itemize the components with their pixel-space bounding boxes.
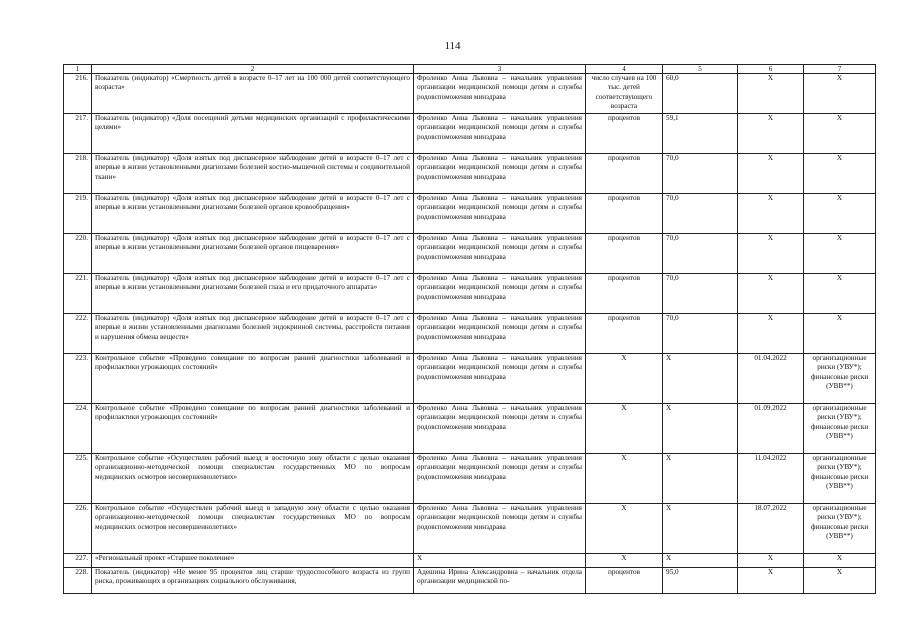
responsible-person: Фроленко Анна Львовна – начальник управления организации медицинской помощи детям и службы родовспоможения минздрава — [414, 194, 586, 234]
unit-of-measure: X — [586, 504, 663, 554]
row-number: 223. — [64, 354, 92, 404]
unit-of-measure: процентов — [586, 568, 663, 594]
deadline-date: 11.04.2022 — [738, 454, 804, 504]
unit-of-measure: процентов — [586, 114, 663, 154]
responsible-person: Фроленко Анна Львовна – начальник управления организации медицинской помощи детям и службы родовспоможения минздрава — [414, 404, 586, 454]
deadline-date: 01.09.2022 — [738, 404, 804, 454]
responsible-person: Фроленко Анна Львовна – начальник управления организации медицинской помощи детям и службы родовспоможения минздрава — [414, 354, 586, 404]
table-row — [64, 314, 876, 354]
responsible-person: Фроленко Анна Львовна – начальник управления организации медицинской помощи детям и службы родовспоможения минздрава — [414, 274, 586, 314]
row-name: «Региональный проект «Старшее поколение» — [92, 554, 414, 568]
unit-of-measure: процентов — [586, 154, 663, 194]
table-row — [64, 74, 876, 114]
row-number: 217. — [64, 114, 92, 154]
target-value: X — [663, 404, 738, 454]
column-number: 5 — [663, 65, 738, 74]
row-number: 220. — [64, 234, 92, 274]
row-number: 225. — [64, 454, 92, 504]
table-row — [64, 154, 876, 194]
responsible-person: Фроленко Анна Львовна – начальник управления организации медицинской помощи детям и службы родовспоможения минздрава — [414, 114, 586, 154]
table-row — [64, 114, 876, 154]
table-row — [64, 504, 876, 554]
target-value: 95,0 — [663, 568, 738, 594]
row-number: 216. — [64, 74, 92, 114]
row-name: Показатель (индикатор) «Доля взятых под диспансерное наблюдение детей в возрасте 0–17 лет с впервые в жизни установленными диагнозами болезней органов кровообращения» — [92, 194, 414, 234]
unit-of-measure: X — [586, 454, 663, 504]
row-number: 218. — [64, 154, 92, 194]
row-name: Контрольное событие «Осуществлен рабочий выезд в западную зону области с целью оказания организационно-методической помощи специалистам государственных МО по вопросам медицинских осмотров несовершеннолетних» — [92, 504, 414, 554]
unit-of-measure: процентов — [586, 274, 663, 314]
plan-table — [63, 64, 876, 594]
column-number: 2 — [92, 65, 414, 74]
row-name: Показатель (индикатор) «Не менее 95 процентов лиц старше трудоспособного возраста из групп риска, проживающих в организациях социального обслуживания, — [92, 568, 414, 594]
table-row — [64, 274, 876, 314]
plan-table-body — [64, 65, 876, 594]
column-number: 4 — [586, 65, 663, 74]
risk-type: организационные риски (УВУ*); финансовые риски (УВВ**) — [804, 454, 876, 504]
unit-of-measure: процентов — [586, 234, 663, 274]
deadline-date: X — [738, 274, 804, 314]
target-value: 70,0 — [663, 314, 738, 354]
deadline-date: X — [738, 114, 804, 154]
row-name: Показатель (индикатор) «Доля посещений детьми медицинских организаций с профилактическими целями» — [92, 114, 414, 154]
row-number: 227. — [64, 554, 92, 568]
responsible-person: Фроленко Анна Львовна – начальник управления организации медицинской помощи детям и службы родовспоможения минздрава — [414, 314, 586, 354]
deadline-date: X — [738, 74, 804, 114]
unit-of-measure: число случаев на 100 тыс. детей соответствующего возраста — [586, 74, 663, 114]
target-value: X — [663, 504, 738, 554]
row-name: Контрольное событие «Осуществлен рабочий выезд в восточную зону области с целью оказания организационно-методической помощи специалистам государственных МО по вопросам медицинских осмотров несовершеннолетних» — [92, 454, 414, 504]
row-number: 221. — [64, 274, 92, 314]
table-row — [64, 234, 876, 274]
risk-type: организационные риски (УВУ*); финансовые риски (УВВ**) — [804, 504, 876, 554]
unit-of-measure: X — [586, 554, 663, 568]
target-value: X — [663, 554, 738, 568]
target-value: 70,0 — [663, 194, 738, 234]
deadline-date: X — [738, 314, 804, 354]
deadline-date: X — [738, 194, 804, 234]
row-number: 226. — [64, 504, 92, 554]
column-number-row — [64, 65, 876, 74]
target-value: 70,0 — [663, 274, 738, 314]
responsible-person: Фроленко Анна Львовна – начальник управления организации медицинской помощи детям и службы родовспоможения минздрава — [414, 74, 586, 114]
column-number: 3 — [414, 65, 586, 74]
unit-of-measure: процентов — [586, 194, 663, 234]
column-number: 6 — [738, 65, 804, 74]
responsible-person: Фроленко Анна Львовна – начальник управления организации медицинской помощи детям и службы родовспоможения минздрава — [414, 154, 586, 194]
table-row — [64, 354, 876, 404]
row-name: Показатель (индикатор) «Доля взятых под диспансерное наблюдение детей в возрасте 0–17 лет с впервые в жизни установленными диагнозами болезней органов пищеварения» — [92, 234, 414, 274]
risk-type: X — [804, 194, 876, 234]
row-name: Контрольное событие «Проведено совещание по вопросам ранней диагностики заболеваний и профилактики угрожающих состояний» — [92, 404, 414, 454]
column-number: 7 — [804, 65, 876, 74]
target-value: 70,0 — [663, 234, 738, 274]
risk-type: X — [804, 554, 876, 568]
deadline-date: 18.07.2022 — [738, 504, 804, 554]
target-value: X — [663, 354, 738, 404]
risk-type: X — [804, 314, 876, 354]
row-number: 219. — [64, 194, 92, 234]
row-number: 224. — [64, 404, 92, 454]
risk-type: X — [804, 234, 876, 274]
risk-type: организационные риски (УВУ*); финансовые риски (УВВ**) — [804, 404, 876, 454]
page-number: 114 — [444, 40, 461, 52]
table-row — [64, 554, 876, 568]
table-row — [64, 404, 876, 454]
deadline-date: X — [738, 154, 804, 194]
unit-of-measure: процентов — [586, 314, 663, 354]
risk-type: X — [804, 154, 876, 194]
risk-type: X — [804, 568, 876, 594]
deadline-date: X — [738, 568, 804, 594]
row-name: Показатель (индикатор) «Доля взятых под диспансерное наблюдение детей в возрасте 0–17 лет с впервые в жизни установленными диагнозами болезней костно-мышечной системы и соединительной ткани» — [92, 154, 414, 194]
target-value: 60,0 — [663, 74, 738, 114]
target-value: 70,0 — [663, 154, 738, 194]
unit-of-measure: X — [586, 404, 663, 454]
unit-of-measure: X — [586, 354, 663, 404]
row-number: 228. — [64, 568, 92, 594]
deadline-date: X — [738, 234, 804, 274]
responsible-person: Фроленко Анна Львовна – начальник управления организации медицинской помощи детям и службы родовспоможения минздрава — [414, 504, 586, 554]
risk-type: X — [804, 274, 876, 314]
row-name: Показатель (индикатор) «Доля взятых под диспансерное наблюдение детей в возрасте 0–17 лет с впервые в жизни установленными диагнозами болезней эндокринной системы, расстройств питания и нарушения обмена веществ» — [92, 314, 414, 354]
column-number: 1 — [64, 65, 92, 74]
risk-type: X — [804, 114, 876, 154]
table-row — [64, 568, 876, 594]
table-row — [64, 194, 876, 234]
row-name: Показатель (индикатор) «Смертность детей в возрасте 0–17 лет на 100 000 детей соответствующего возраста» — [92, 74, 414, 114]
responsible-person: Фроленко Анна Львовна – начальник управления организации медицинской помощи детям и службы родовспоможения минздрава — [414, 454, 586, 504]
responsible-person: X — [414, 554, 586, 568]
deadline-date: X — [738, 554, 804, 568]
row-number: 222. — [64, 314, 92, 354]
target-value: X — [663, 454, 738, 504]
deadline-date: 01.04.2022 — [738, 354, 804, 404]
row-name: Контрольное событие «Проведено совещание по вопросам ранней диагностики заболеваний и профилактики угрожающих состояний» — [92, 354, 414, 404]
risk-type: организационные риски (УВУ*); финансовые риски (УВВ**) — [804, 354, 876, 404]
target-value: 59,1 — [663, 114, 738, 154]
responsible-person: Адешина Ирина Александровна – начальник отдела организации медицинской по- — [414, 568, 586, 594]
responsible-person: Фроленко Анна Львовна – начальник управления организации медицинской помощи детям и службы родовспоможения минздрава — [414, 234, 586, 274]
table-row — [64, 454, 876, 504]
risk-type: X — [804, 74, 876, 114]
row-name: Показатель (индикатор) «Доля взятых под диспансерное наблюдение детей в возрасте 0–17 лет с впервые в жизни установленными диагнозами болезней глаза и его придаточного аппарата» — [92, 274, 414, 314]
